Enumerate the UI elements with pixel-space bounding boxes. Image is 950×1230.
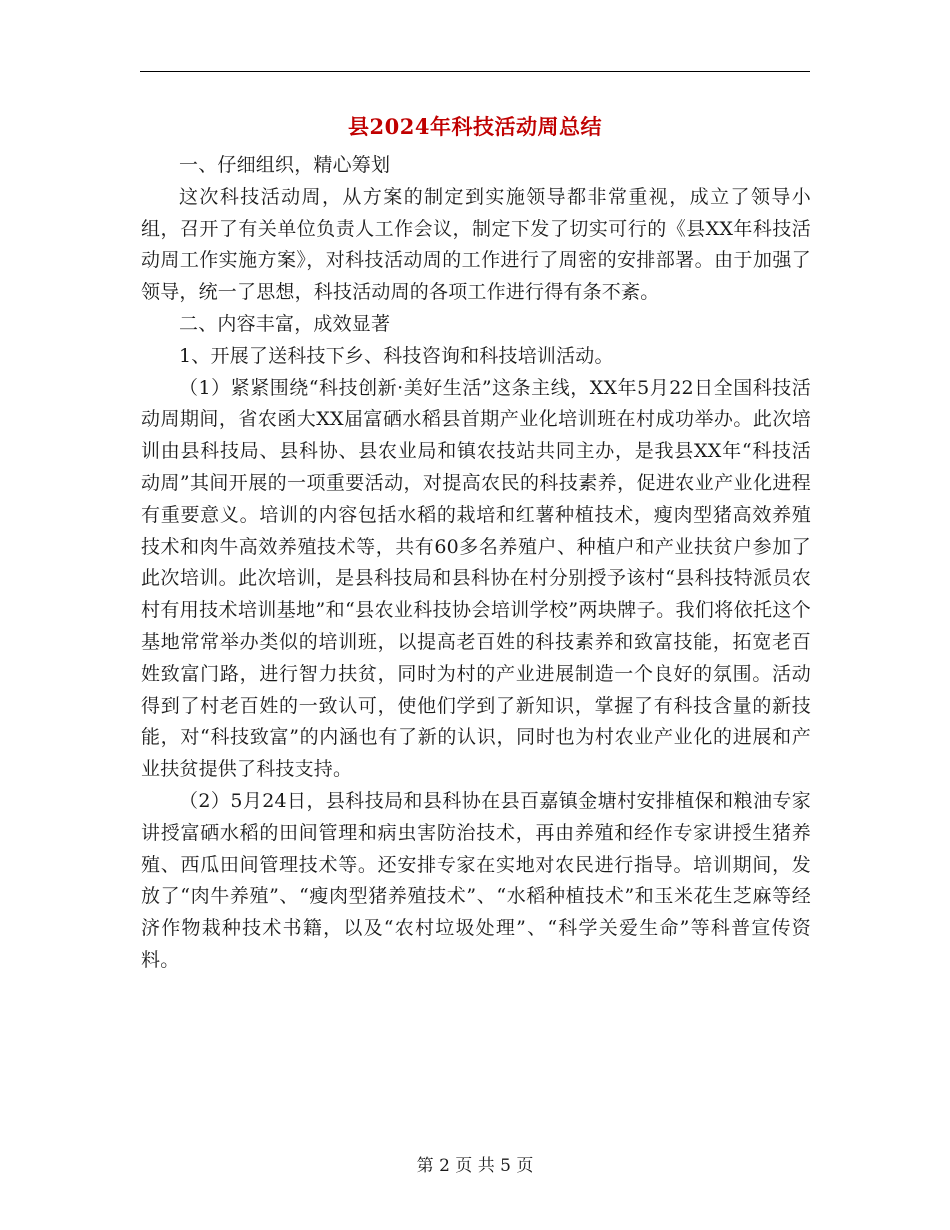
page-number: 第 2 页 共 5 页	[416, 1156, 534, 1176]
document-body	[141, 150, 811, 977]
paragraph-item-1: （1）紧紧围绕“科技创新·美好生活”这条主线，XX年5月22日全国科技活动周期间，省农函大XX届富硒水稻县首期产业化培训班在村成功举办。此次培训由县科技局、县科协、县农业局和镇农技站共同主办，是我县XX年“科技活动周”其间开展的一项重要活动，对提高农民的科技素养，促进农业产业化进程有重要意义。培训的内容包括水稻的栽培和红薯种植技术，瘦肉型猪高效养殖技术和肉牛高效养殖技术等，共有60多名养殖户、种植户和产业扶贫户参加了此次培训。此次培训，是县科技局和县科协在村分别授予该村“县科技特派员农村有用技术培训基地”和“县农业科技协会培训学校”两块牌子。我们将依托这个基地常常举办类似的培训班，以提高老百姓的科技素养和致富技能，拓宽老百姓致富门路，进行智力扶贫，同时为村的产业进展制造一个良好的氛围。活动得到了村老百姓的一致认可，使他们学到了新知识，掌握了有科技含量的新技能，对“科技致富”的内涵也有了新的认识，同时也为村农业产业化的进展和产业扶贫提供了科技支持。	[141, 376, 811, 781]
paragraph-organization: 这次科技活动周，从方案的制定到实施领导都非常重视，成立了领导小组，召开了有关单位负责人工作会议，制定下发了切实可行的《县XX年科技活动周工作实施方案》，对科技活动周的工作进行了周密的安排部署。由于加强了领导，统一了思想，科技活动周的各项工作进行得有条不紊。	[141, 185, 811, 304]
paragraph-item-2: （2）5月24日，县科技局和县科协在县百嘉镇金塘村安排植保和粮油专家讲授富硒水稻的田间管理和病虫害防治技术，再由养殖和经作专家讲授生猪养殖、西瓜田间管理技术等。还安排专家在实地对农民进行指导。培训期间，发放了“肉牛养殖”、“瘦肉型猪养殖技术”、“水稻种植技术”和玉米花生芝麻等经济作物栽种技术书籍，以及“农村垃圾处理”、“科学关爱生命”等科普宣传资料。	[141, 789, 811, 971]
subsection-heading-1: 1、开展了送科技下乡、科技咨询和科技培训活动。	[179, 344, 614, 367]
section-heading-2: 二、内容丰富，成效显著	[179, 312, 391, 335]
document-title: 县2024年科技活动周总结	[348, 114, 602, 139]
header-rule	[140, 71, 810, 72]
section-heading-1: 一、仔细组织，精心筹划	[179, 154, 391, 176]
